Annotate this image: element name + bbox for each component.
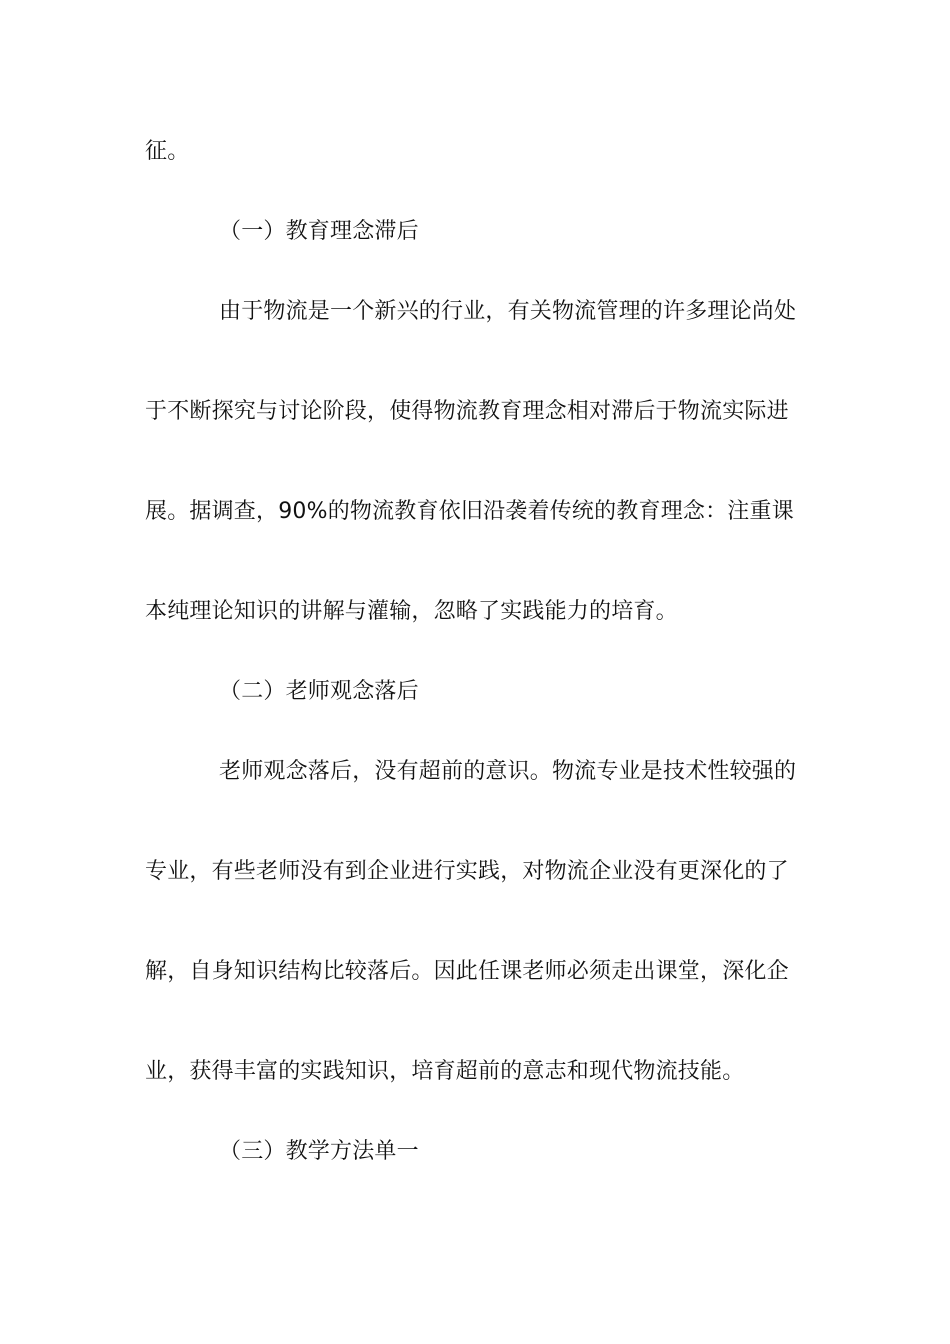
section-heading: （一）教育理念滞后 xyxy=(219,219,419,244)
paragraph-line: 业，获得丰富的实践知识，培育超前的意志和现代物流技能。 xyxy=(145,1059,745,1084)
paragraph-line: 老师观念落后，没有超前的意识。物流专业是技术性较强的 xyxy=(219,759,797,784)
paragraph-line: 专业，有些老师没有到企业进行实践，对物流企业没有更深化的了 xyxy=(145,859,789,884)
section-heading: （二）老师观念落后 xyxy=(219,679,419,704)
paragraph-line: 征。 xyxy=(145,139,190,164)
section-heading: （三）教学方法单一 xyxy=(219,1139,419,1164)
paragraph-line: 于不断探究与讨论阶段，使得物流教育理念相对滞后于物流实际进 xyxy=(145,399,789,424)
paragraph-line: 解，自身知识结构比较落后。因此任课老师必须走出课堂，深化企 xyxy=(145,959,789,984)
paragraph-line: 展。据调查，90%的物流教育依旧沿袭着传统的教育理念：注重课 xyxy=(145,499,794,524)
paragraph-line: 本纯理论知识的讲解与灌输，忽略了实践能力的培育。 xyxy=(145,599,678,624)
paragraph-line: 由于物流是一个新兴的行业，有关物流管理的许多理论尚处 xyxy=(219,299,797,324)
